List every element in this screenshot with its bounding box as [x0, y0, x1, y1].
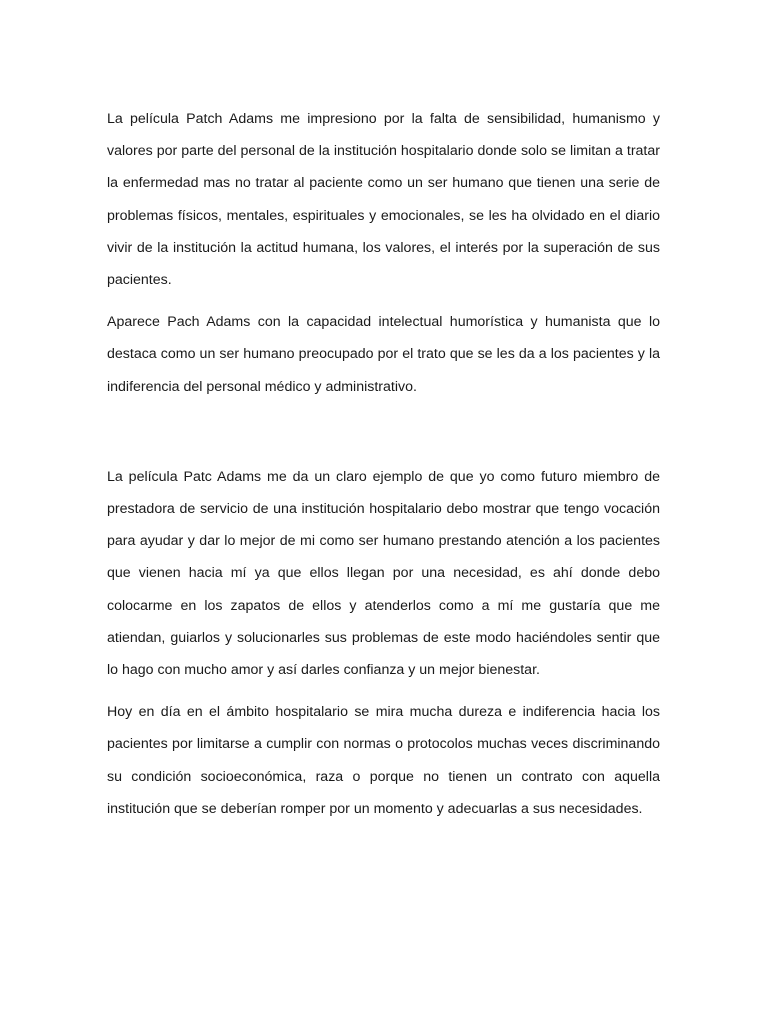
- document-body: [107, 103, 660, 825]
- paragraph-4: Hoy en día en el ámbito hospitalario se mira mucha dureza e indiferencia hacia los pacientes por limitarse a cumplir con normas o protocolos muchas veces discriminando su condición socioeconómica, raza o porque no tienen un contrato con aquella institución que se deberían romper por un momento y adecuarlas a sus necesidades.: [107, 704, 660, 817]
- paragraph-2: Aparece Pach Adams con la capacidad intelectual humorística y humanista que lo destaca como un ser humano preocupado por el trato que se les da a los pacientes y la indiferencia del personal médico y administrativo.: [107, 314, 660, 395]
- paragraph-1: La película Patch Adams me impresiono por la falta de sensibilidad, humanismo y valores por parte del personal de la institución hospitalario donde solo se limitan a tratar la enfermedad mas no tratar al paciente como un ser humano que tienen una serie de problemas físicos, mentales, espirituales y emocionales, se les ha olvidado en el diario vivir de la institución la actitud humana, los valores, el interés por la superación de sus pacientes.: [107, 111, 660, 289]
- paragraph-3: La película Patc Adams me da un claro ejemplo de que yo como futuro miembro de prestadora de servicio de una institución hospitalario debo mostrar que tengo vocación para ayudar y dar lo mejor de mi como ser humano prestando atención a los pacientes que vienen hacia mí ya que ellos llegan por una necesidad, es ahí donde debo colocarme en los zapatos de ellos y atenderlos como a mí me gustaría que me atiendan, guiarlos y solucionarles sus problemas de este modo haciéndoles sentir que lo hago con mucho amor y así darles confianza y un mejor bienestar.: [107, 468, 660, 679]
